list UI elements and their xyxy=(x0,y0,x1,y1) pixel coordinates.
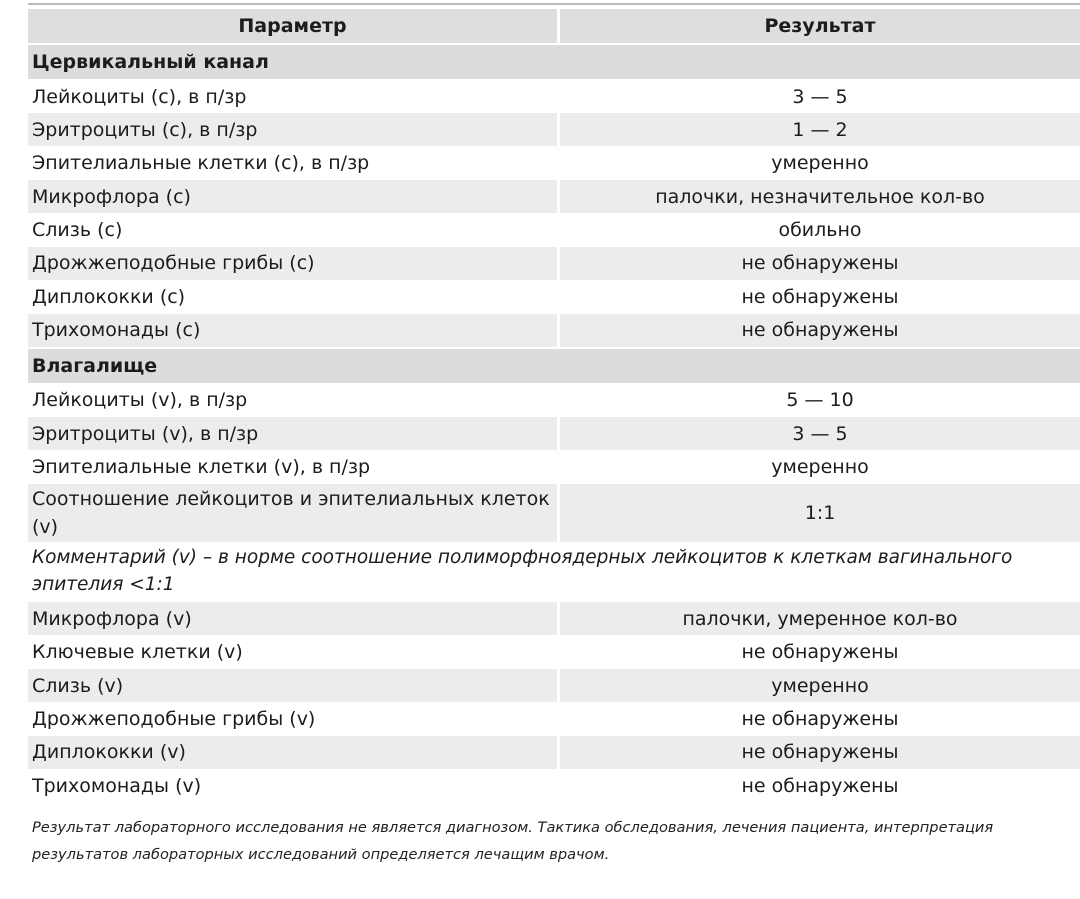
table-row xyxy=(28,147,1080,180)
row-result: 5 — 10 xyxy=(786,389,854,412)
table-row xyxy=(28,80,1080,113)
results-table xyxy=(28,9,1080,803)
row-param: Лейкоциты (с), в п/зр xyxy=(32,85,247,108)
row-result: 1:1 xyxy=(560,484,1080,542)
row-result: не обнаружены xyxy=(560,314,1080,347)
table-row xyxy=(28,736,1080,769)
row-result: не обнаружены xyxy=(560,247,1080,280)
row-param: Трихомонады (с) xyxy=(28,314,557,347)
table-row xyxy=(28,314,1080,347)
row-param: Эритроциты (с), в п/зр xyxy=(28,113,557,146)
row-result: умеренно xyxy=(560,669,1080,702)
table-row xyxy=(28,384,1080,417)
row-param: Эпителиальные клетки (с), в п/зр xyxy=(32,152,370,175)
row-param: Диплококки (с) xyxy=(32,285,186,308)
row-result: не обнаружены xyxy=(741,774,899,797)
row-param: Эритроциты (v), в п/зр xyxy=(28,417,557,450)
table-row xyxy=(28,702,1080,735)
row-param: Дрожжеподобные грибы (v) xyxy=(32,707,316,730)
top-rule xyxy=(28,3,1080,5)
table-row xyxy=(28,484,1080,542)
table-row xyxy=(28,280,1080,313)
row-result: умеренно xyxy=(771,456,869,479)
row-result: палочки, незначительное кол-во xyxy=(560,180,1080,213)
table-row xyxy=(28,113,1080,146)
row-result: 3 — 5 xyxy=(792,85,848,108)
row-param: Дрожжеподобные грибы (с) xyxy=(28,247,557,280)
row-result: не обнаружены xyxy=(741,285,899,308)
row-result: обильно xyxy=(778,219,862,242)
table-row xyxy=(28,451,1080,484)
header-result: Результат xyxy=(560,9,1080,43)
row-param: Соотношение лейкоцитов и эпителиальных клеток (v) xyxy=(28,484,557,542)
row-result: умеренно xyxy=(771,152,869,175)
header-param: Параметр xyxy=(28,9,557,43)
row-param: Ключевые клетки (v) xyxy=(32,641,243,664)
row-result: не обнаружены xyxy=(741,707,899,730)
row-param: Лейкоциты (v), в п/зр xyxy=(32,389,248,412)
row-param: Слизь (v) xyxy=(28,669,557,702)
row-param: Микрофлора (с) xyxy=(28,180,557,213)
row-param: Диплококки (v) xyxy=(28,736,557,769)
row-param: Слизь (с) xyxy=(32,219,123,242)
table-row xyxy=(28,214,1080,247)
row-result: 3 — 5 xyxy=(560,417,1080,450)
vagina-comment: Комментарий (v) – в норме соотношение полиморфноядерных лейкоцитов к клеткам вагинального эпителия <1:1 xyxy=(32,547,1013,596)
table-row xyxy=(28,602,1080,635)
row-result: палочки, умеренное кол-во xyxy=(560,602,1080,635)
table-row xyxy=(28,669,1080,702)
row-param: Трихомонады (v) xyxy=(32,774,202,797)
row-result: не обнаружены xyxy=(741,641,899,664)
table-row xyxy=(28,636,1080,669)
row-result: не обнаружены xyxy=(560,736,1080,769)
table-row xyxy=(28,417,1080,450)
section-cervical-title: Цервикальный канал xyxy=(28,45,1080,79)
row-param: Микрофлора (v) xyxy=(28,602,557,635)
table-row xyxy=(28,180,1080,213)
table-header xyxy=(28,9,1080,43)
row-param: Эпителиальные клетки (v), в п/зр xyxy=(32,456,371,479)
row-result: 1 — 2 xyxy=(560,113,1080,146)
table-row xyxy=(28,769,1080,802)
footnote: Результат лабораторного исследования не является диагнозом. Тактика обследования, лечения пациента, интерпретация результатов лабораторных исследований определяется лечащим врачом. xyxy=(32,819,994,863)
table-row xyxy=(28,247,1080,280)
section-vagina-title: Влагалище xyxy=(28,349,1080,383)
